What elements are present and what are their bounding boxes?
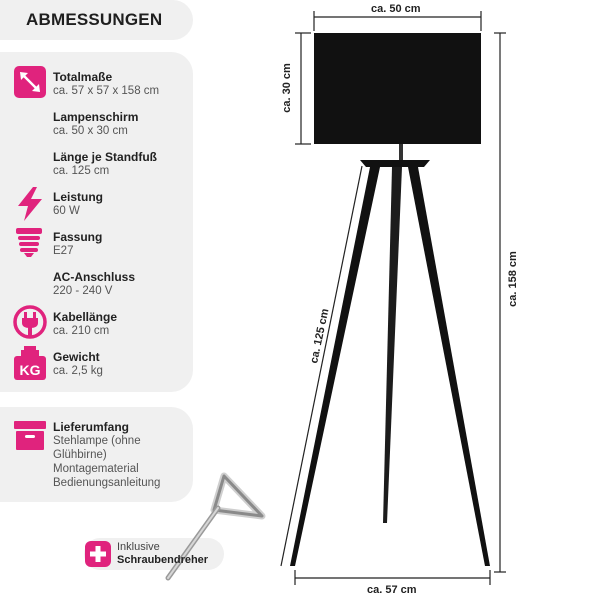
spec-label: Länge je Standfuß	[53, 150, 158, 164]
page-title: ABMESSUNGEN	[26, 10, 163, 29]
lamp-stem	[399, 144, 403, 160]
scope-line: Bedienungsanleitung	[53, 477, 161, 489]
lamp-leg-back	[383, 167, 402, 523]
spec-value: 220 - 240 V	[53, 285, 113, 297]
spec-value: ca. 57 x 57 x 158 cm	[53, 85, 160, 97]
spec-label: Leistung	[53, 190, 103, 204]
scope-line: Stehlampe (ohne	[53, 435, 141, 447]
spec-value: ca. 210 cm	[53, 325, 110, 337]
scope-line: Montagematerial	[53, 463, 139, 475]
lamp-shade	[314, 33, 481, 144]
spec-value: ca. 125 cm	[53, 165, 110, 177]
spec-label: Gewicht	[53, 350, 100, 364]
dim-shade-width: ca. 50 cm	[371, 3, 421, 15]
lamp-hub	[360, 160, 430, 167]
spec-label: Kabellänge	[53, 310, 118, 324]
spec-label: Fassung	[53, 230, 103, 244]
spec-value: E27	[53, 245, 74, 257]
dim-base-width: ca. 57 cm	[367, 584, 417, 596]
included-line1: Inklusive	[117, 541, 160, 553]
lamp-leg-right	[408, 167, 490, 566]
spec-value: 60 W	[53, 205, 80, 217]
dim-total-height: ca. 158 cm	[506, 251, 519, 307]
spec-value: ca. 50 x 30 cm	[53, 125, 128, 137]
scope-line: Glühbirne)	[53, 449, 107, 461]
scope-label: Lieferumfang	[53, 420, 130, 434]
spec-label: AC-Anschluss	[53, 270, 136, 284]
dim-shade-height: ca. 30 cm	[280, 63, 293, 113]
dim-leg-length: ca. 125 cm	[308, 307, 332, 365]
spec-label: Lampenschirm	[53, 110, 139, 124]
spec-label: Totalmaße	[53, 70, 113, 84]
lamp-leg-left	[290, 167, 380, 566]
svg-text:KG: KG	[19, 362, 41, 378]
included-line2: Schraubendreher	[117, 554, 209, 566]
spec-value: ca. 2,5 kg	[53, 365, 103, 377]
